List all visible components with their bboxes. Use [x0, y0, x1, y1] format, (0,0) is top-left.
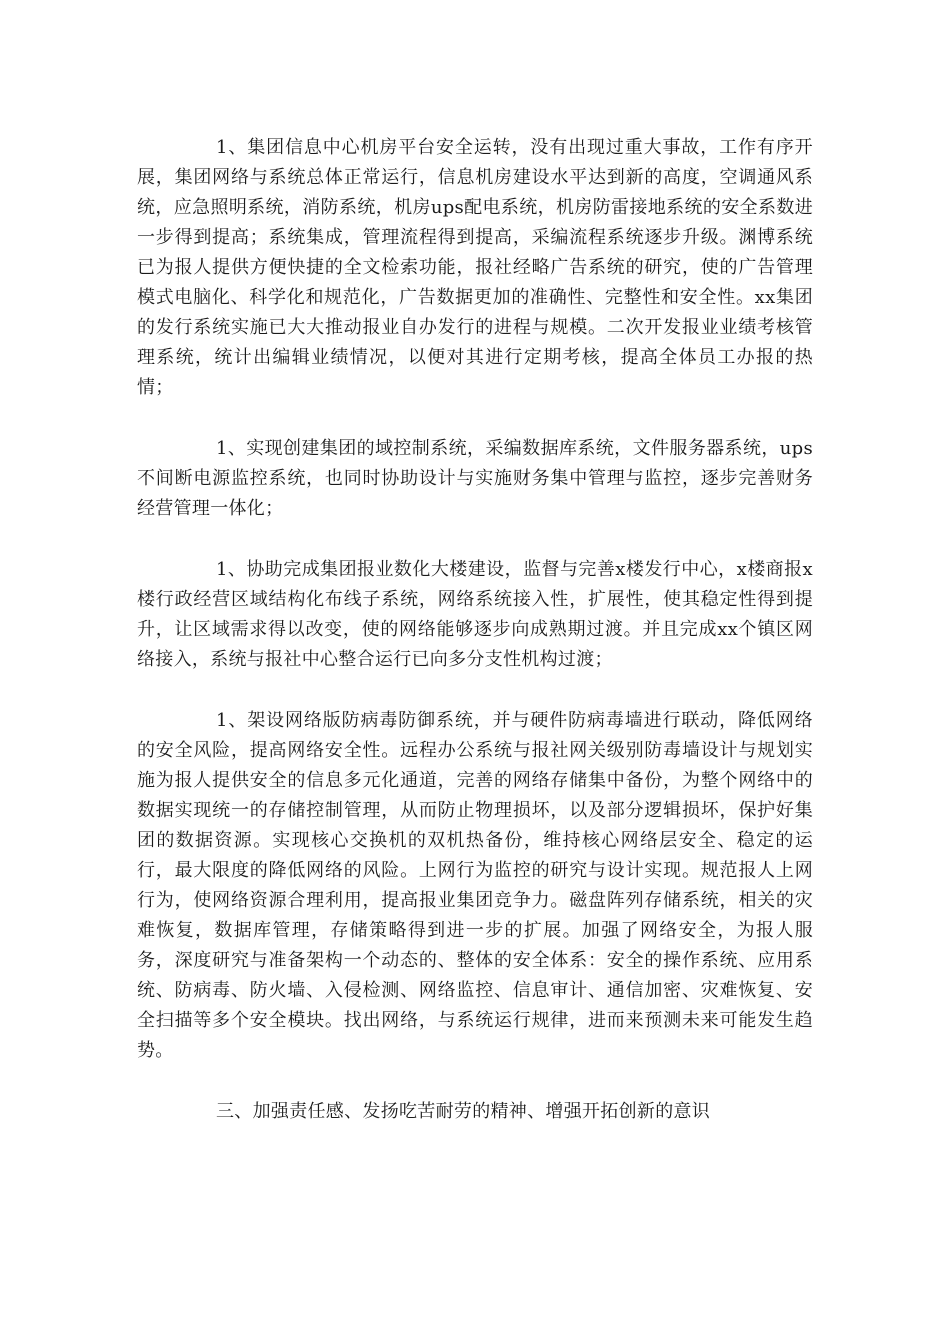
paragraph-network-security: 1、架设网络版防病毒防御系统，并与硬件防病毒墙进行联动，降低网络的安全风险，提高网络安全性。远程办公系统与报社网关级别防毒墙设计与规划实施为报人提供安全的信息多元化通道，完善的网络存储集中备份，为整个网络中的数据实现统一的存储控制管理，从而防止物理损坏，以及部分逻辑损坏，保护好集团的数据资源。实现核心交换机的双机热备份，维持核心网络层安全、稳定的运行，最大限度的降低网络的风险。上网行为监控的研究与设计实现。规范报人上网行为，使网络资源合理利用，提高报业集团竞争力。磁盘阵列存储系统，相关的灾难恢复，数据库管理，存储策略得到进一步的扩展。加强了网络安全，为报人服务，深度研究与准备架构一个动态的、整体的安全体系：安全的操作系统、应用系统、防病毒、防火墙、入侵检测、网络监控、信息审计、通信加密、灾难恢复、安全扫描等多个安全模块。找出网络，与系统运行规律，进而来预测未来可能发生趋势。 [137, 710, 813, 1061]
document-page [137, 133, 813, 1127]
paragraph-datacenter-operations: 1、集团信息中心机房平台安全运转，没有出现过重大事故，工作有序开展，集团网络与系统总体正常运行，信息机房建设水平达到新的高度，空调通风系统，应急照明系统，消防系统，机房ups配电系统，机房防雷接地系统的安全系数进一步得到提高；系统集成，管理流程得到提高，采编流程系统逐步升级。渊博系统已为报人提供方便快捷的全文检索功能，报社经略广告系统的研究，使的广告管理模式电脑化、科学化和规范化，广告数据更加的准确性、完整性和安全性。xx集团的发行系统实施已大大推动报业自办发行的进程与规模。二次开发报业业绩考核管理系统，统计出编辑业绩情况，以便对其进行定期考核，提高全体员工办报的热情； [137, 137, 813, 398]
paragraph-domain-control-system: 1、实现创建集团的域控制系统，采编数据库系统，文件服务器系统，ups不间断电源监控系统，也同时协助设计与实施财务集中管理与监控，逐步完善财务经营管理一体化； [137, 438, 813, 519]
paragraph-building-network: 1、协助完成集团报业数化大楼建设，监督与完善x楼发行中心，x楼商报x楼行政经营区域结构化布线子系统，网络系统接入性，扩展性，使其稳定性得到提升，让区域需求得以改变，使的网络能够逐步向成熟期过渡。并且完成xx个镇区网络接入，系统与报社中心整合运行已向多分支性机构过渡； [137, 559, 813, 670]
section-heading: 三、加强责任感、发扬吃苦耐劳的精神、增强开拓创新的意识 [216, 1101, 711, 1122]
